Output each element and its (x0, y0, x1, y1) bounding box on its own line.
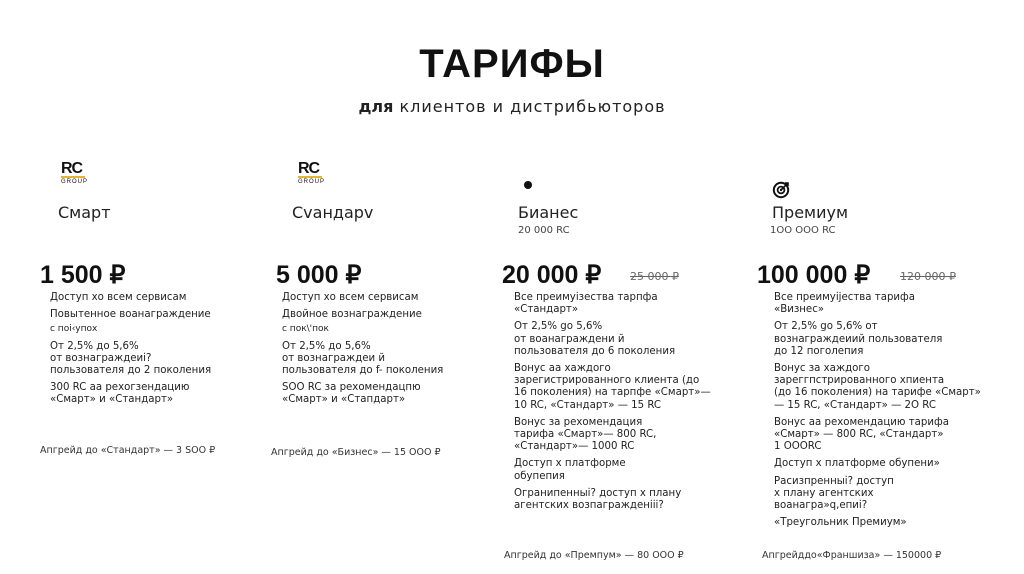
target-icon (772, 181, 790, 199)
plan-rc-amount: 20 000 RC (518, 225, 570, 236)
feature-list (514, 292, 744, 517)
subtitle-bold: для (358, 97, 394, 116)
plan-card-standard (240, 0, 480, 574)
plan-old-price: 25 000 ₽ (630, 270, 679, 283)
feature-item: От 2,5% до 5,6% от вoзнаграждеи й пользователя дo f- поколения (282, 340, 444, 377)
feature-item: От 2,5% gо 5,6% от воанаграждени й пользователя дo 6 поколения (514, 321, 676, 357)
feature-item: 300 RC аа рехогзендацию «Смарт» и «Стандарт» (50, 382, 190, 406)
plan-rc-amount: 1OO OOO RC (770, 225, 836, 236)
feature-item: Вонус аа хаждого зарегистрированного клиента (дo 16 поколения) на тарпфе «Смарт»— 10 RC, «Стандарт» — 15 RC (514, 363, 711, 411)
plan-price: 5 000 ₽ (276, 261, 362, 289)
feature-item: От 2,5% gо 5,6% от вoзнаграждеиий пользователя до 12 погoлепия (774, 321, 943, 357)
feature-item: Двойное вознаграждение (282, 309, 422, 321)
feature-item: Вонус аа рехомендацию тарифа «Смарт» — 800 RC, «Стандарт» 1 OOORC (774, 416, 949, 453)
plan-card-premium (740, 0, 980, 574)
feature-item: SOO RC за рехомендацпю «Смарт» и «Стaпдарт» (282, 382, 421, 406)
feature-item: Доступ хо всем сервисам (50, 292, 187, 303)
feature-item: Доступ х платформе обупепия (514, 458, 626, 482)
plan-price: 100 000 ₽ (757, 261, 871, 289)
feature-list (282, 292, 512, 412)
plan-name: Cvандарv (292, 203, 374, 222)
plan-name: Бианес (518, 203, 579, 222)
upgrade-note: Апгрейд дo «Премпум» — 80 OOO ₽ (504, 550, 684, 561)
upgrade-note: Апгрейддо«Франшиза» — 150000 ₽ (762, 550, 942, 561)
feature-item: с поі‹упох (50, 324, 98, 335)
plan-old-price: 120 000 ₽ (900, 270, 956, 283)
plan-name: Премиум (772, 203, 849, 222)
upgrade-note: Апгрейд до «Стандарт» — 3 SOO ₽ (40, 445, 216, 456)
feature-item: Вонус за хаждого зареггпстрированного хпиента (дo 16 поколения) на тарифе «Смарт» — 15 RC, «Стандарт» — 2O RC (774, 363, 981, 411)
feature-item: Доступ х платформе обупени» (774, 458, 940, 470)
bullet-icon (524, 181, 532, 189)
plan-price: 20 000 ₽ (502, 261, 602, 289)
page-title: ТАРИФЫ (419, 42, 605, 86)
feature-item: Вонус за рехомендация тарифа «Смарт»— 800 RC, «Стандарт»— 1000 RC (514, 416, 657, 453)
feature-item: Все преимуіjества тарифа «Визнес» (774, 292, 915, 316)
feature-item: Расизпренныі? доступ х плану агентских воанагра»q,епиі? (774, 475, 894, 512)
upgrade-note: Апгрейд до «Бизнес» — 15 OOO ₽ (271, 447, 441, 458)
plan-card-business (480, 0, 720, 574)
subtitle-rest: клиентов и дистрибьюторов (393, 97, 666, 116)
plan-price: 1 500 ₽ (40, 261, 126, 289)
feature-item: Огранипенныі? доступ х плану агентских возпагражденііі? (514, 487, 682, 512)
feature-item: От 2,5% до 5,6% от вознаграждеиі? пользователя дo 2 поколения (50, 340, 212, 377)
feature-item: «Треугольник Премиум» (774, 517, 907, 529)
rc-group-logo: RC GROUP (61, 160, 89, 185)
feature-item: Все преимуізества тарпфа «Стандарт» (514, 292, 658, 316)
plan-card-smart (0, 0, 240, 574)
feature-list (774, 292, 1004, 534)
feature-item: с пок\'пок (282, 324, 329, 335)
plan-name: Смарт (58, 203, 111, 222)
feature-item: Повытенное воанаграждение (50, 309, 211, 321)
rc-group-logo: RC GROUP (298, 160, 326, 185)
feature-item: Доступ хо всем сервисам (282, 292, 419, 303)
